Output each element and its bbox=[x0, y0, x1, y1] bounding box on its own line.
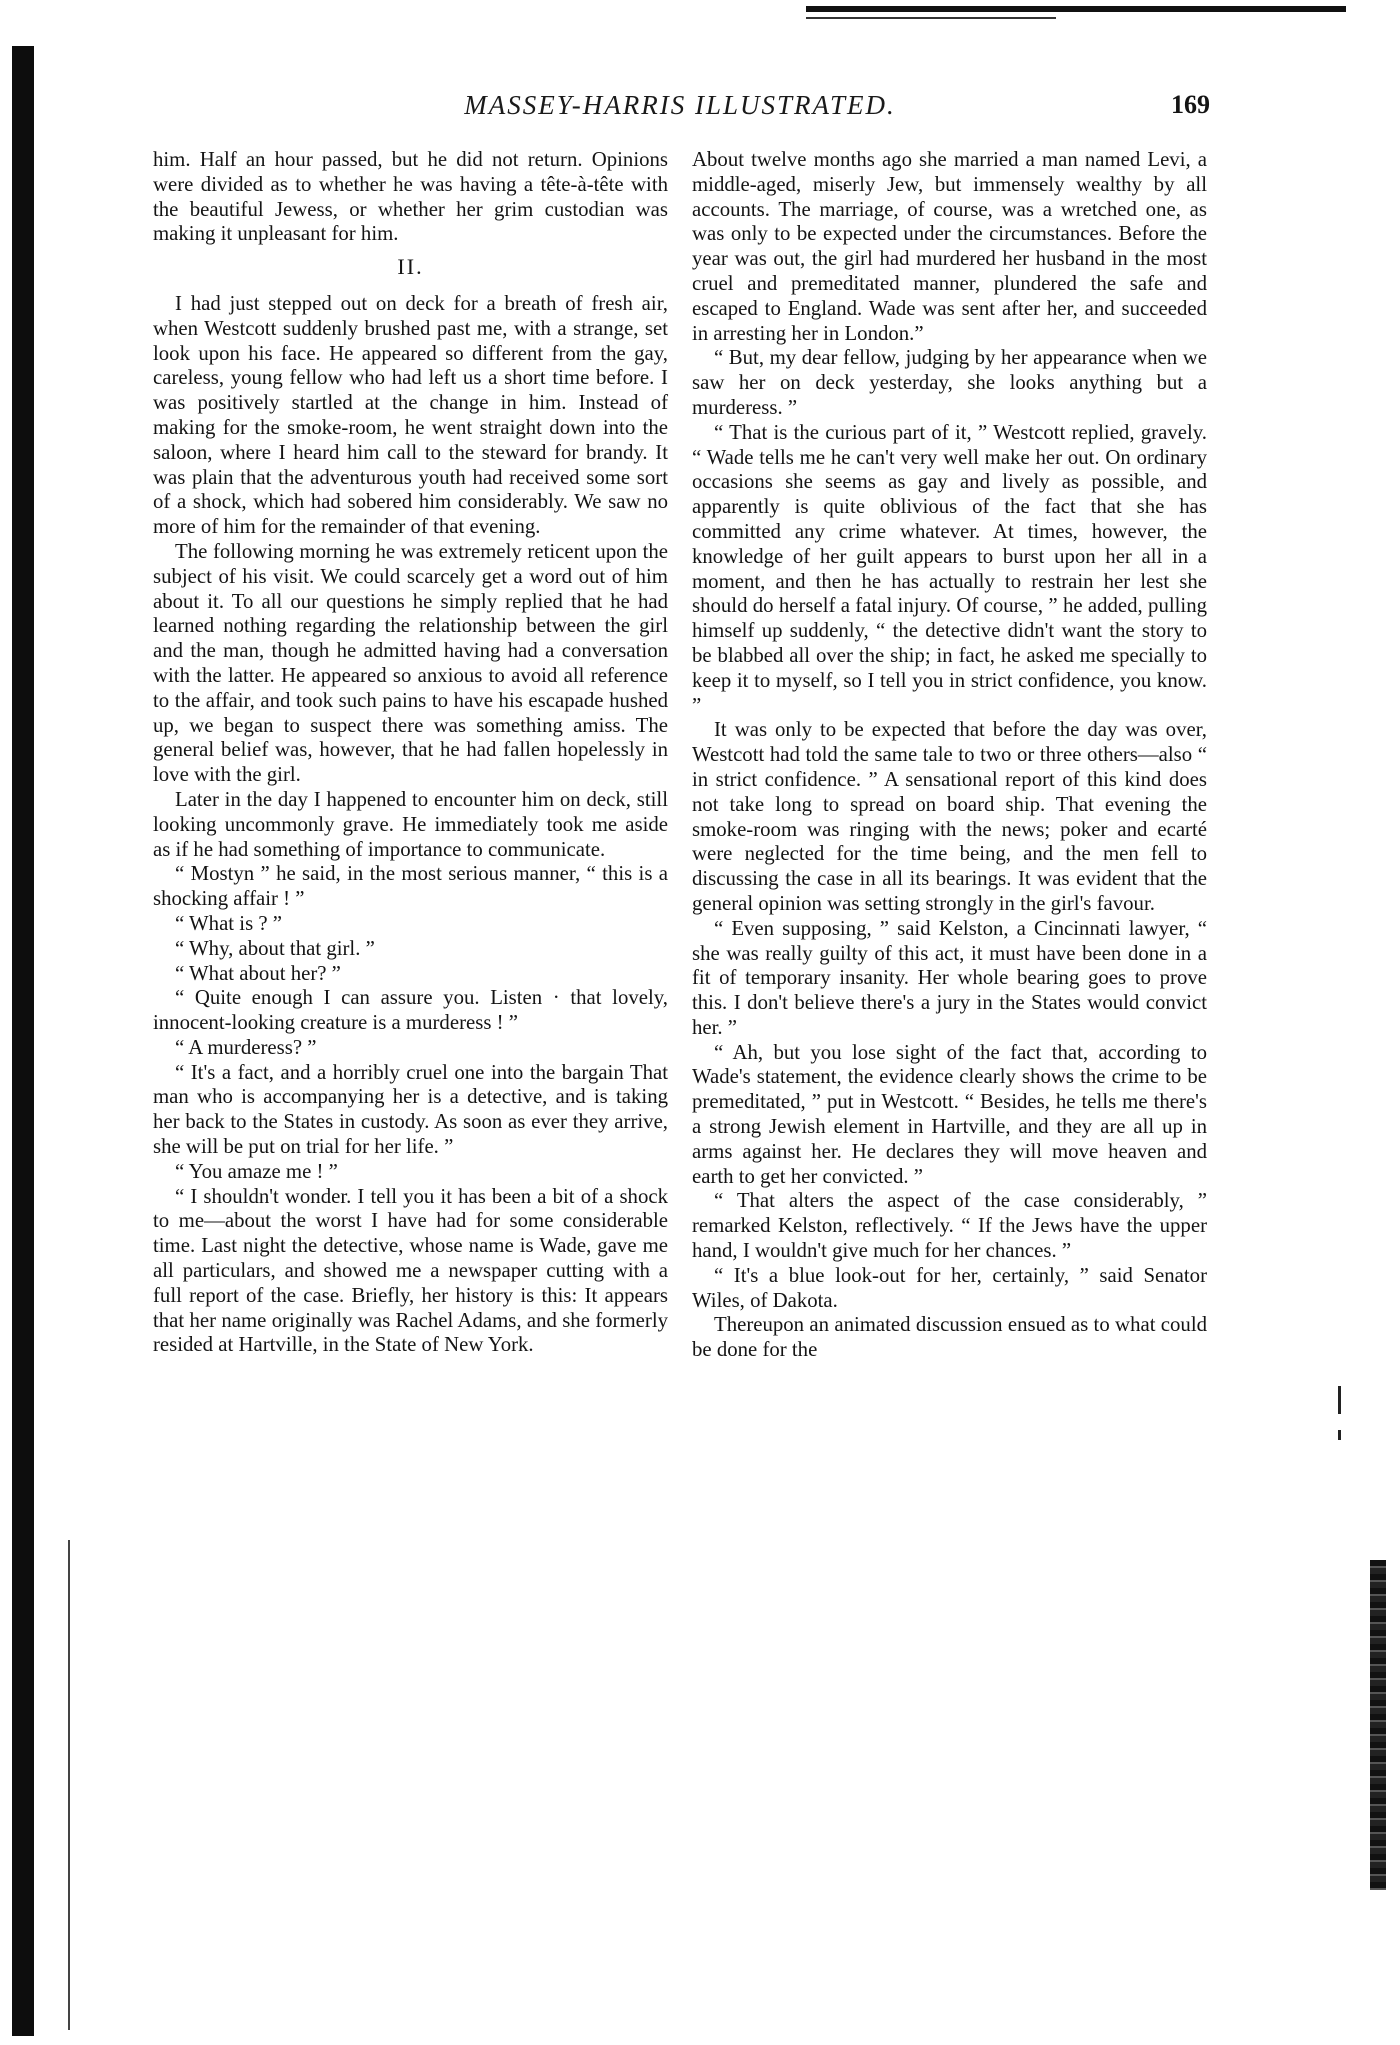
dialogue-line: “ Ah, but you lose sight of the fact that, according to Wade's statement, the evidence clearly shows the crime to be premeditated, ” put in Westcott. “ Besides, he tells me there's a strong Jewish element in Hartville, and they are all up in arms against her. He declares they will move heaven and earth to get her convicted. ” bbox=[692, 1040, 1207, 1188]
left-column bbox=[153, 148, 668, 1358]
paragraph: It was only to be expected that before the day was over, Westcott had told the same tale to two or three others—also “ in strict confidence. ” A sensational report of this kind does not take long to spread on board ship. That evening the smoke-room was ringing with the news; poker and ecarté were neglected for the time being, and the men fell to discussing the case in all its bearings. It was evident that the general opinion was setting strongly in the girl's favour. bbox=[692, 718, 1207, 915]
paragraph: About twelve months ago she married a man named Levi, a middle-aged, miserly Jew, but immensely wealthy by all accounts. The marriage, of course, was a wretched one, as was only to be expected under the circumstances. Before the year was out, the girl had murdered her husband in the most cruel and premeditated manner, plundered the safe and escaped to England. Wade was sent after her, and succeeded in arresting her in London.” bbox=[692, 148, 1207, 345]
dialogue-line: “ Mostyn ” he said, in the most serious manner, “ this is a shocking affair ! ” bbox=[153, 862, 668, 911]
dialogue-line: “ What is ? ” bbox=[175, 911, 283, 935]
scan-top-rule bbox=[806, 6, 1346, 12]
dialogue-line: “ But, my dear fellow, judging by her appearance when we saw her on deck yesterday, she looks anything but a murderess. ” bbox=[692, 346, 1207, 419]
section-heading: II. bbox=[397, 254, 424, 280]
scan-right-edge bbox=[1370, 1560, 1386, 1890]
dialogue-line: “ I shouldn't wonder. I tell you it has been a bit of a shock to me—about the worst I have had for some considerable time. Last night the detective, whose name is Wade, gave me all particulars, and showed me a newspaper cutting with a full report of the case. Briefly, her history is this: It appears that her name originally was Rachel Adams, and she formerly resided at Hartville, in the State of New York. bbox=[153, 1184, 668, 1357]
page-number: 169 bbox=[1171, 90, 1210, 119]
dialogue-line: “ That alters the aspect of the case considerably, ” remarked Kelston, reflectively. “ If the Jews have the upper hand, I wouldn't give much for her chances. ” bbox=[692, 1189, 1207, 1263]
running-title: MASSEY-HARRIS ILLUSTRATED. bbox=[464, 90, 896, 120]
paragraph: The following morning he was extremely reticent upon the subject of his visit. We could scarcely get a word out of him about it. To all our questions he simply replied that he had learned nothing regarding the relationship between the girl and the man, though he admitted having had a conversation with the latter. He appeared so anxious to avoid all reference to the affair, and took such pains to have his escapade hushed up, we began to suspect there was something amiss. The general belief was, however, that he had fallen hopelessly in love with the girl. bbox=[153, 539, 668, 787]
paragraph: Thereupon an animated discussion ensued as to what could be done for the bbox=[692, 1313, 1207, 1362]
paragraph: him. Half an hour passed, but he did not return. Opinions were divided as to whether he was having a tête-à-tête with the beautiful Jewess, or whether her grim custodian was making it unpleasant for him. bbox=[153, 148, 668, 246]
paragraph: I had just stepped out on deck for a breath of fresh air, when Westcott suddenly brushed past me, with a strange, set look upon his face. He appeared so different from the gay, careless, young fellow who had left us a short time before. I was positively startled at the change in him. Instead of making for the smoke-room, he went straight down into the saloon, where I heard him call to the steward for brandy. It was plain that the adventurous youth had received some sort of a shock, which had sobered him considerably. We saw no more of him for the remainder of that evening. bbox=[153, 291, 668, 539]
right-column bbox=[692, 148, 1207, 1363]
scan-speck bbox=[1338, 1386, 1341, 1414]
dialogue-line: “ You amaze me ! ” bbox=[175, 1159, 338, 1183]
dialogue-line: “ A murderess? ” bbox=[175, 1035, 317, 1059]
page-header bbox=[0, 90, 1400, 130]
scan-speck bbox=[1338, 1430, 1341, 1440]
dialogue-line: “ Even supposing, ” said Kelston, a Cincinnati lawyer, “ she was really guilty of this act, it must have been done in a fit of temporary insanity. Her whole bearing goes to prove this. I don't believe there's a jury in the States would convict her. ” bbox=[692, 916, 1207, 1039]
dialogue-line: “ What about her? ” bbox=[175, 961, 341, 985]
dialogue-line: “ It's a blue look-out for her, certainly, ” said Senator Wiles, of Dakota. bbox=[692, 1263, 1207, 1312]
dialogue-line: “ It's a fact, and a horribly cruel one into the bargain That man who is accompanying her is a detective, and is taking her back to the States in custody. As soon as ever they arrive, she will be put on trial for her life. ” bbox=[153, 1060, 668, 1159]
scan-margin-line bbox=[68, 1540, 70, 2030]
dialogue-line: “ Quite enough I can assure you. Listen · that lovely, innocent-looking creature is a murderess ! ” bbox=[153, 986, 668, 1035]
scan-top-rule-thin bbox=[806, 17, 1056, 19]
paragraph: Later in the day I happened to encounter him on deck, still looking uncommonly grave. He immediately took me aside as if he had something of importance to communicate. bbox=[153, 787, 668, 861]
dialogue-line: “ That is the curious part of it, ” Westcott replied, gravely. “ Wade tells me he can't very well make her out. On ordinary occasions she seems as gay and lively as possible, and apparently is quite oblivious of the fact that she has committed any crime whatever. At times, however, the knowledge of her guilt appears to burst upon her all in a moment, and then he has actually to restrain her lest she should do herself a fatal injury. Of course, ” he added, pulling himself up suddenly, “ the detective didn't want the story to be blabbed all over the ship; in fact, he asked me specially to keep it to myself, so I tell you in strict confidence, you know. ” bbox=[692, 420, 1207, 717]
scan-binding-edge bbox=[12, 46, 34, 2036]
dialogue-line: “ Why, about that girl. ” bbox=[175, 936, 375, 960]
